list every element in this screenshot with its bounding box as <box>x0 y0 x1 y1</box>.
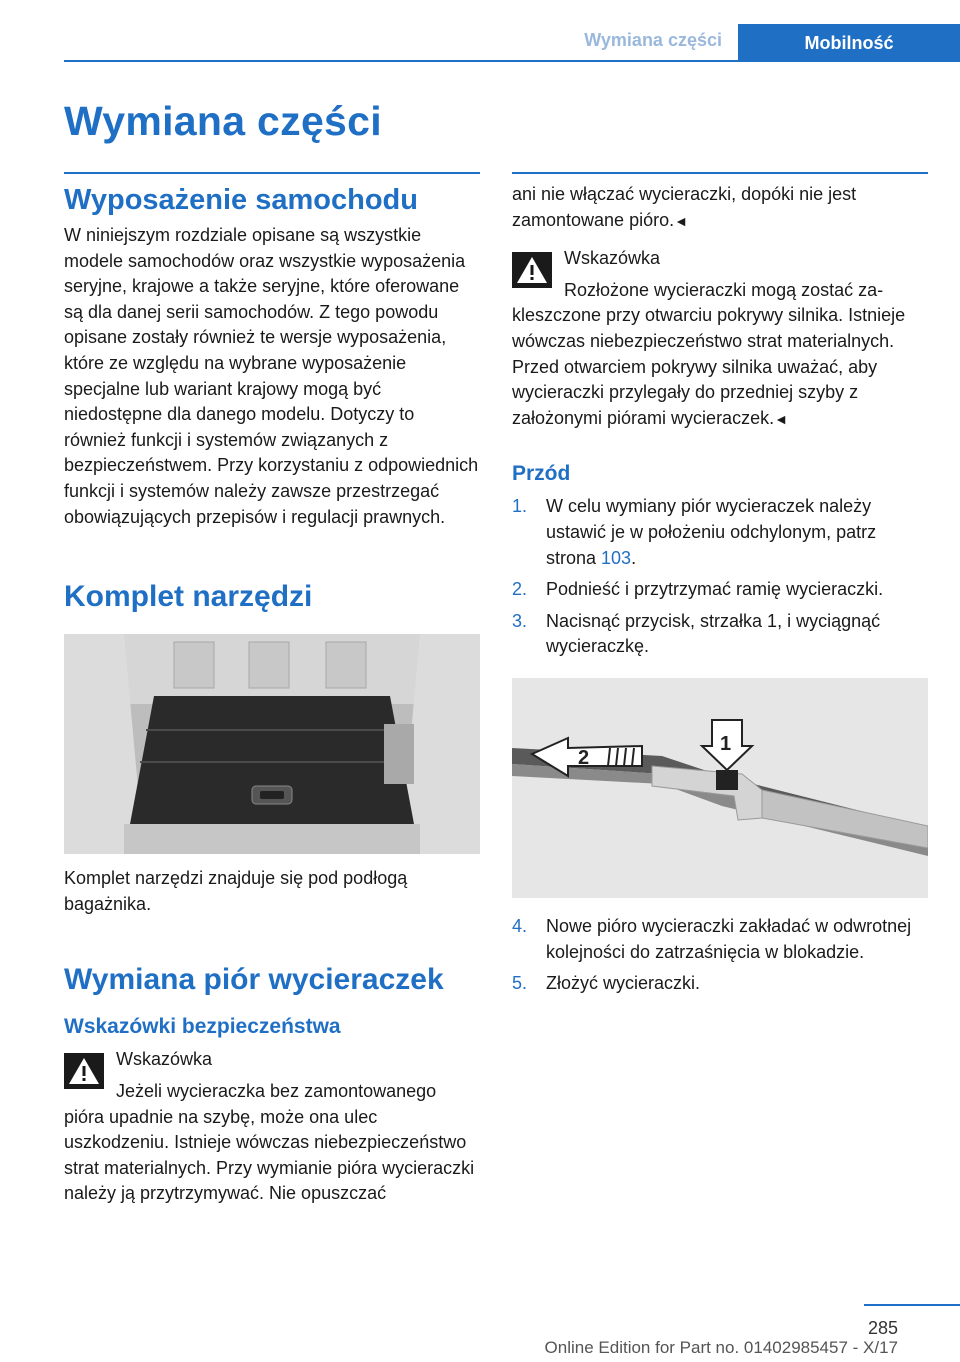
title-divider-right <box>512 172 928 174</box>
step-text: Nowe pióro wycieraczki zakładać w odwrotnej kolejności do zatrzaśnięcia w blokadzie. <box>546 915 912 962</box>
step-number: 1. <box>512 496 528 517</box>
arrow-2-label: 2 <box>578 746 590 769</box>
warning-icon <box>512 252 552 288</box>
step-text: Złożyć wycieraczki. <box>546 973 701 994</box>
warning-1-text <box>64 1079 480 1207</box>
step-item <box>512 577 928 603</box>
wiper-heading: Wymiana piór wycieraczek <box>64 963 444 997</box>
step-item <box>512 609 928 660</box>
equipment-heading: Wyposażenie samochodu <box>64 184 418 216</box>
left-column <box>64 184 480 1207</box>
step-text: Nacisnąć przycisk, strzałka 1, i wyciągnąć wycieraczkę. <box>546 610 881 657</box>
toolkit-caption: Komplet narzędzi znajduje się pod podłogą bagażnika. <box>64 868 408 914</box>
wiper-illustration <box>512 678 928 898</box>
warning-icon <box>64 1053 104 1089</box>
step-text: Podnieść i przytrzymać ramię wycieraczki. <box>546 579 884 600</box>
step-number: 3. <box>512 610 528 631</box>
wiper-diagram <box>512 678 928 898</box>
warning-1-first-line: Jeżeli wycieraczka bez zamontowanego <box>116 1080 437 1101</box>
step-item <box>512 971 928 997</box>
steps-list-a <box>512 494 928 660</box>
trunk-photo <box>64 634 480 854</box>
header-rule <box>64 60 960 62</box>
continued-text <box>512 182 928 234</box>
warning-1-label: Wskazówka <box>116 1049 213 1070</box>
step-number: 2. <box>512 579 528 600</box>
warning-1-rest: pióra upadnie na szybę, może ona ulec uszkodzeniu. Istnieje wówczas niebezpieczeństwo strat materialnych. Przy wymianie pióra wycieraczki należy ją przytrzymywać. Nie opuszczać <box>64 1106 475 1204</box>
warning-block-1 <box>64 1047 480 1207</box>
footer-rule <box>864 1304 960 1306</box>
header-section-title: Wymiana części <box>584 30 722 50</box>
right-column <box>512 182 928 1003</box>
header-chapter-tab: Mobilność <box>738 24 960 62</box>
toolkit-heading: Komplet narzędzi <box>64 580 313 614</box>
trunk-illustration <box>64 634 480 854</box>
footer-edition: Online Edition for Part no. 01402985457 - X/17 <box>544 1338 898 1357</box>
step-number: 4. <box>512 915 528 936</box>
page-number: 285 <box>867 1318 898 1338</box>
end-mark: ◄ <box>674 212 688 229</box>
arrow-1-label: 1 <box>720 732 732 755</box>
warning-2-rest: kleszczone przy otwarciu pokrywy silnika. Istnieje wówczas niebezpieczeństwo strat materialnych. Przed otwarciem pokrywy silnika uważać, aby wycieraczki przylegały do przedniej szyby z założonymi piórami wycieraczek. <box>512 305 906 428</box>
warning-2-label: Wskazówka <box>564 248 661 269</box>
step-item <box>512 914 928 965</box>
front-heading: Przód <box>512 462 571 486</box>
warning-block-2 <box>512 246 928 432</box>
step-text: W celu wymiany piór wycieraczek należy ustawić je w położeniu odchylonym, patrz strona <box>546 496 877 568</box>
steps-list-b <box>512 914 928 997</box>
step-item <box>512 494 928 571</box>
warning-2-text <box>512 278 928 433</box>
title-divider-left <box>64 172 480 174</box>
warning-2-first-line: Rozłożone wycieraczki mogą zostać za- <box>564 279 884 300</box>
step-number: 5. <box>512 973 528 994</box>
page-link[interactable]: 103 <box>601 547 632 568</box>
continued-text-body: ani nie włączać wycieraczki, dopóki nie jest zamontowane pióro. <box>512 184 857 230</box>
step-text-after: . <box>631 547 637 568</box>
page-title: Wymiana części <box>64 98 382 144</box>
end-mark: ◄ <box>774 410 788 427</box>
safety-heading: Wskazówki bezpieczeństwa <box>64 1015 341 1039</box>
equipment-text: W niniejszym rozdziale opisane są wszystkie modele samochodów oraz wszystkie wyposażenia seryjne, krajowe a także seryjne, które oferowane są dla danej serii samochodów. Z tego powodu opisane zostały również te wersje wyposażenia, które ze względu na wybrane wyposażenie specjalne lub wariant krajowy mogą być niedostępne dla danego modelu. Dotyczy to również funkcji i systemów związanych z bezpieczeństwem. Przy korzystaniu z odpowiednich funkcji i systemów należy zawsze przestrzegać obowiązujących przepisów i regulacji prawnych. <box>64 225 479 527</box>
